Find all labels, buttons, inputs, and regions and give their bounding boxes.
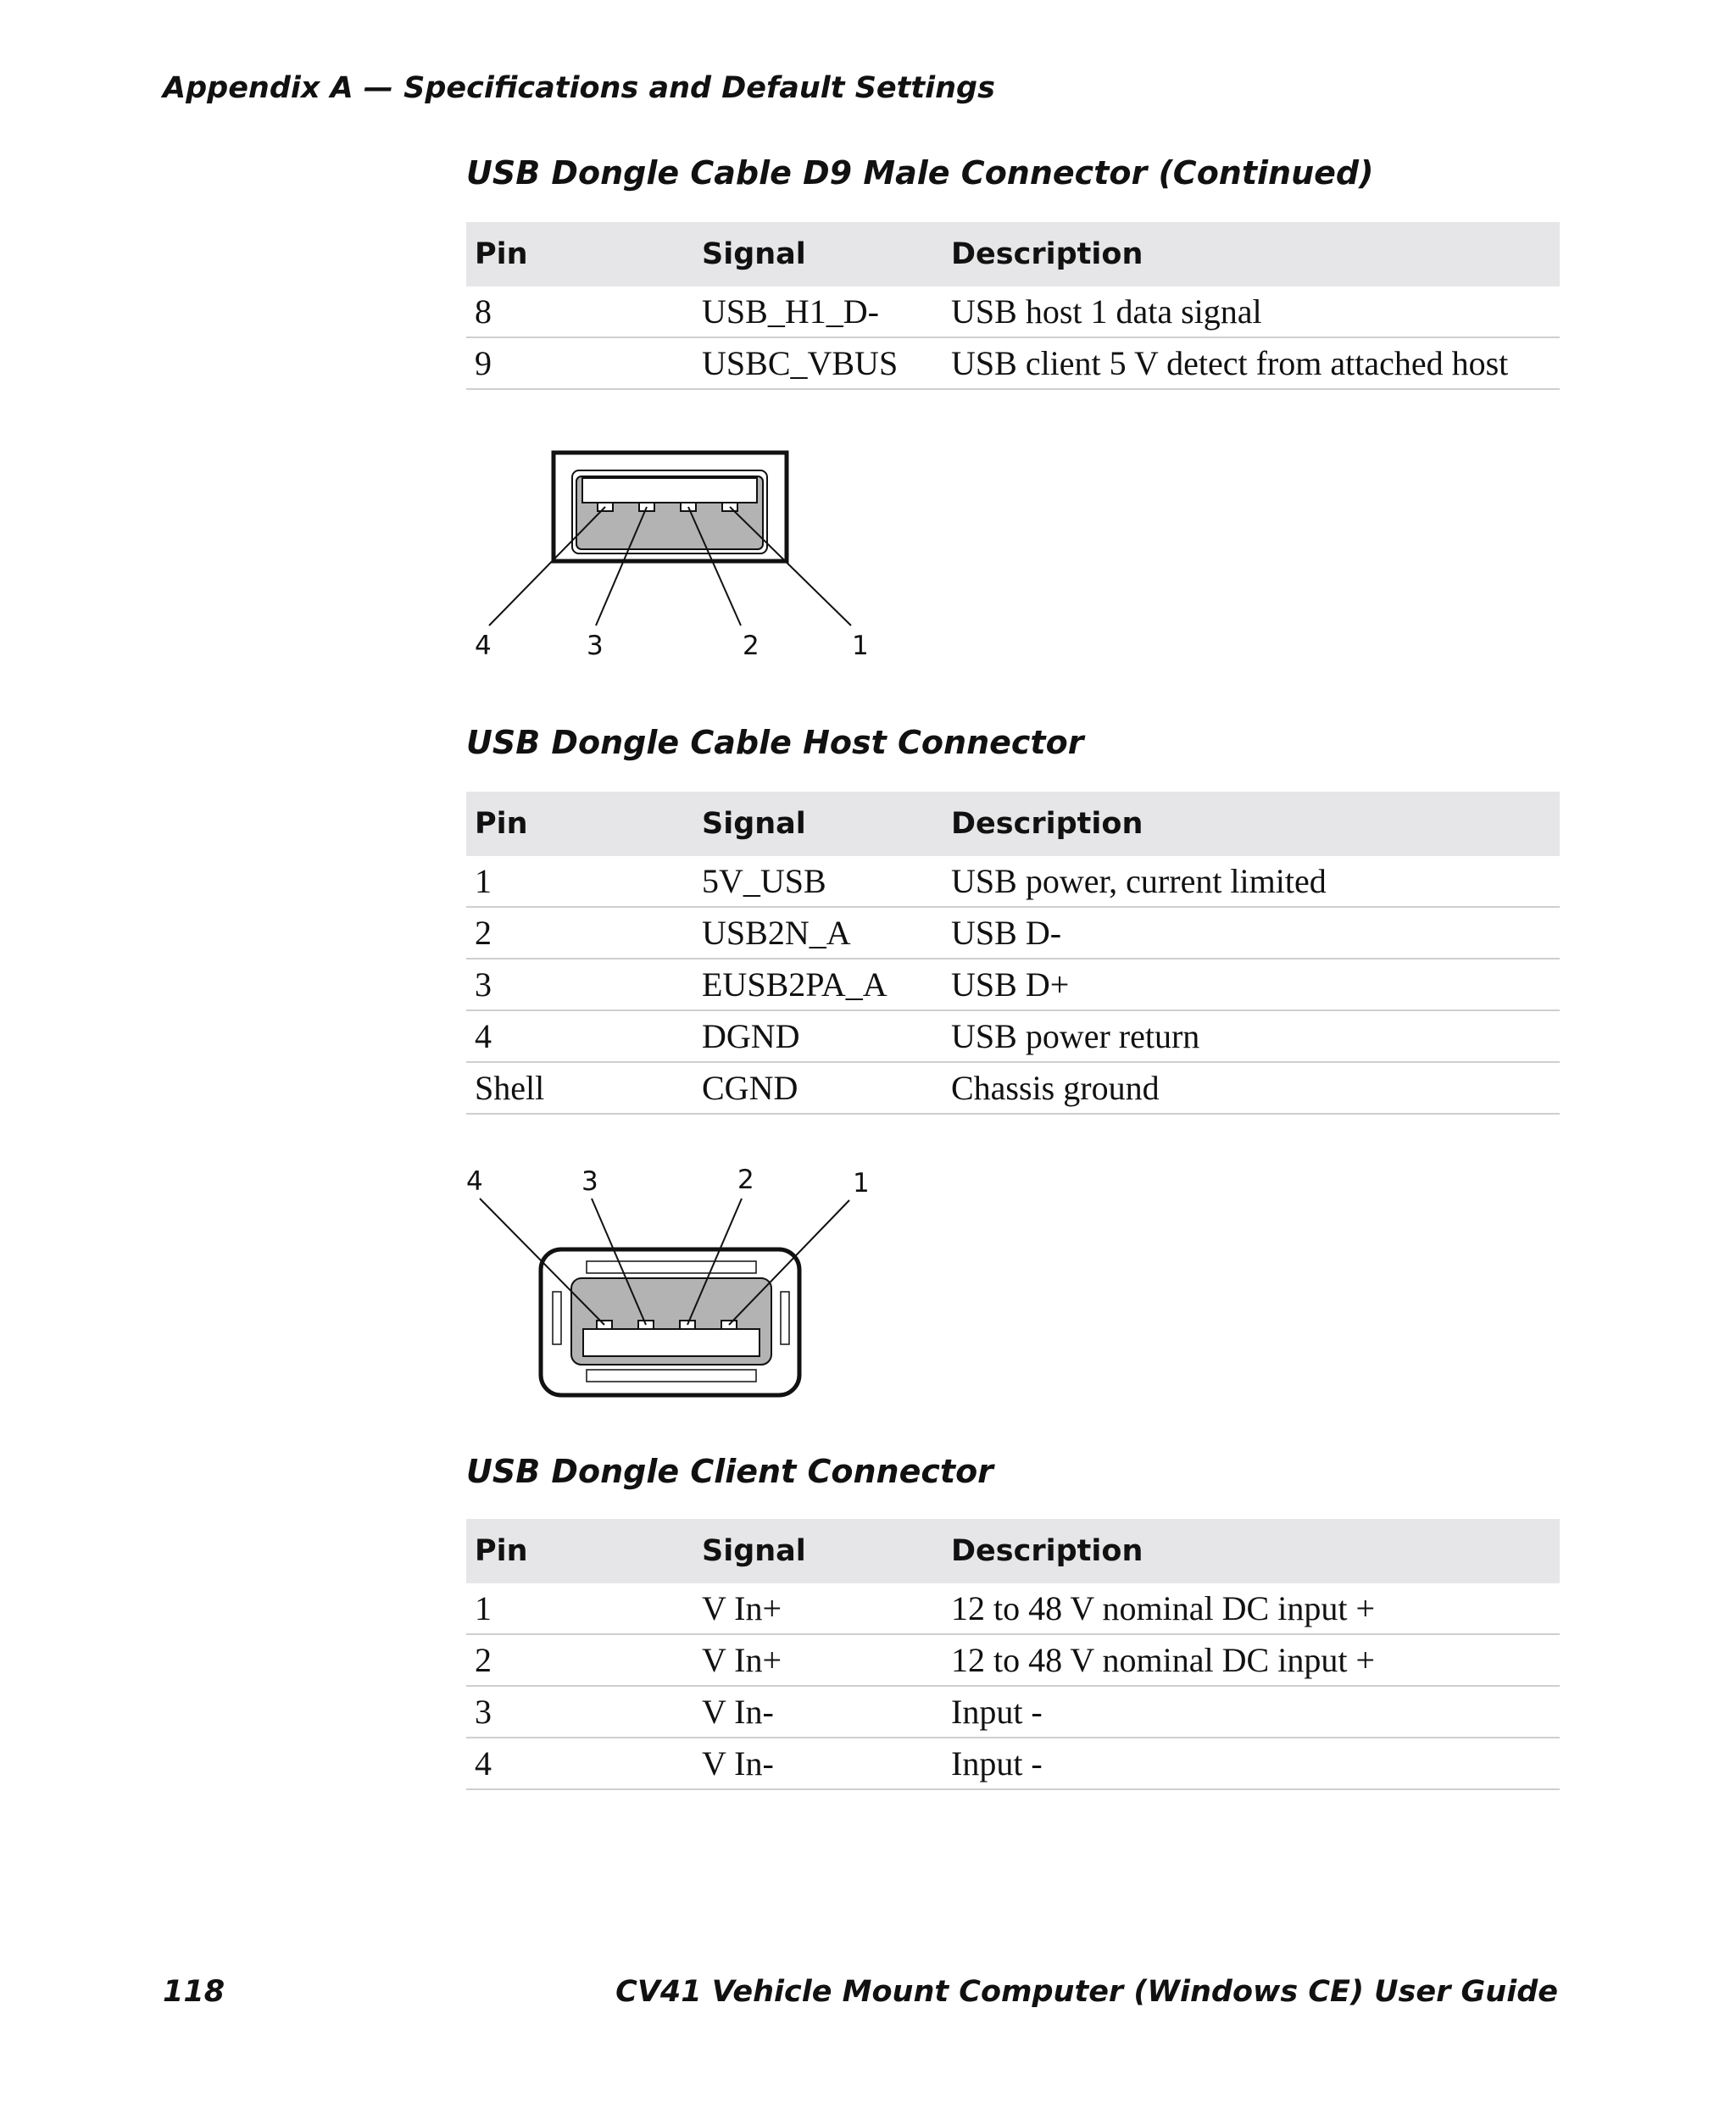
- table-row: [466, 907, 1560, 959]
- pin-cell: 2: [466, 907, 693, 959]
- pin-cell: 4: [466, 1738, 693, 1789]
- description-cell: USB D+: [943, 959, 1560, 1010]
- table-row: [466, 856, 1560, 907]
- signal-cell: V In-: [693, 1738, 943, 1789]
- pin-label-4: 4: [475, 631, 492, 661]
- table-row: [466, 1010, 1560, 1062]
- description-cell: 12 to 48 V nominal DC input +: [943, 1634, 1560, 1686]
- plug-tongue: [583, 1329, 760, 1356]
- column-header-signal: Signal: [693, 222, 943, 286]
- description-cell: USB host 1 data signal: [943, 286, 1560, 337]
- section-title-client-connector: USB Dongle Client Connector: [466, 1453, 993, 1490]
- signal-cell: EUSB2PA_A: [693, 959, 943, 1010]
- description-cell: Input -: [943, 1738, 1560, 1789]
- usb-receptacle-pin-diagram: [458, 441, 899, 670]
- signal-cell: CGND: [693, 1062, 943, 1114]
- description-cell: Chassis ground: [943, 1062, 1560, 1114]
- plug-top-guide: [587, 1261, 756, 1273]
- signal-cell: DGND: [693, 1010, 943, 1062]
- pin-label-2: 2: [737, 1165, 754, 1195]
- signal-cell: 5V_USB: [693, 856, 943, 907]
- leader-line-pin-1: [730, 507, 851, 626]
- table-row: [466, 286, 1560, 337]
- table-header-row: [466, 792, 1560, 856]
- pin-cell: Shell: [466, 1062, 693, 1114]
- description-cell: USB power, current limited: [943, 856, 1560, 907]
- pin-label-2: 2: [743, 631, 760, 661]
- plug-right-guide: [781, 1292, 789, 1344]
- table-row: [466, 1738, 1560, 1789]
- column-header-pin: Pin: [466, 1519, 693, 1583]
- table-host-connector-pins: [466, 792, 1560, 1115]
- leader-line-pin-4: [489, 507, 605, 626]
- pin-cell: 8: [466, 286, 693, 337]
- usb-plug-pin-diagram: [458, 1163, 899, 1417]
- pin-cell: 1: [466, 1583, 693, 1634]
- footer-document-title: CV41 Vehicle Mount Computer (Windows CE) User Guide: [615, 1975, 1558, 2009]
- section-title-d9-male-continued: USB Dongle Cable D9 Male Connector (Continued): [466, 154, 1374, 192]
- pin-cell: 3: [466, 1686, 693, 1738]
- column-header-description: Description: [943, 222, 1560, 286]
- table-row: [466, 1634, 1560, 1686]
- running-header: Appendix A — Specifications and Default Settings: [163, 71, 995, 105]
- column-header-description: Description: [943, 1519, 1560, 1583]
- section-title-host-connector: USB Dongle Cable Host Connector: [466, 724, 1084, 761]
- pin-label-1: 1: [852, 631, 869, 661]
- pin-cell: 1: [466, 856, 693, 907]
- plug-bottom-guide: [587, 1370, 756, 1382]
- signal-cell: USBC_VBUS: [693, 337, 943, 389]
- pin-cell: 3: [466, 959, 693, 1010]
- column-header-signal: Signal: [693, 792, 943, 856]
- table-row: [466, 337, 1560, 389]
- pin-label-4: 4: [466, 1166, 483, 1197]
- signal-cell: USB_H1_D-: [693, 286, 943, 337]
- table-row: [466, 1062, 1560, 1114]
- table-client-connector-pins: [466, 1519, 1560, 1790]
- description-cell: USB power return: [943, 1010, 1560, 1062]
- table-header-row: [466, 1519, 1560, 1583]
- page-number: 118: [163, 1975, 225, 2009]
- description-cell: 12 to 48 V nominal DC input +: [943, 1583, 1560, 1634]
- signal-cell: V In-: [693, 1686, 943, 1738]
- pin-cell: 2: [466, 1634, 693, 1686]
- pin-cell: 9: [466, 337, 693, 389]
- pin-label-1: 1: [853, 1168, 870, 1199]
- receptacle-tongue: [582, 478, 757, 503]
- pin-label-3: 3: [587, 631, 604, 661]
- signal-cell: V In+: [693, 1634, 943, 1686]
- description-cell: USB client 5 V detect from attached host: [943, 337, 1560, 389]
- table-row: [466, 1686, 1560, 1738]
- plug-left-guide: [553, 1292, 561, 1344]
- column-header-pin: Pin: [466, 222, 693, 286]
- column-header-pin: Pin: [466, 792, 693, 856]
- table-row: [466, 959, 1560, 1010]
- column-header-signal: Signal: [693, 1519, 943, 1583]
- description-cell: USB D-: [943, 907, 1560, 959]
- signal-cell: USB2N_A: [693, 907, 943, 959]
- pin-cell: 4: [466, 1010, 693, 1062]
- table-d9-male-pins: [466, 222, 1560, 390]
- signal-cell: V In+: [693, 1583, 943, 1634]
- column-header-description: Description: [943, 792, 1560, 856]
- table-row: [466, 1583, 1560, 1634]
- description-cell: Input -: [943, 1686, 1560, 1738]
- pin-label-3: 3: [581, 1166, 598, 1197]
- table-header-row: [466, 222, 1560, 286]
